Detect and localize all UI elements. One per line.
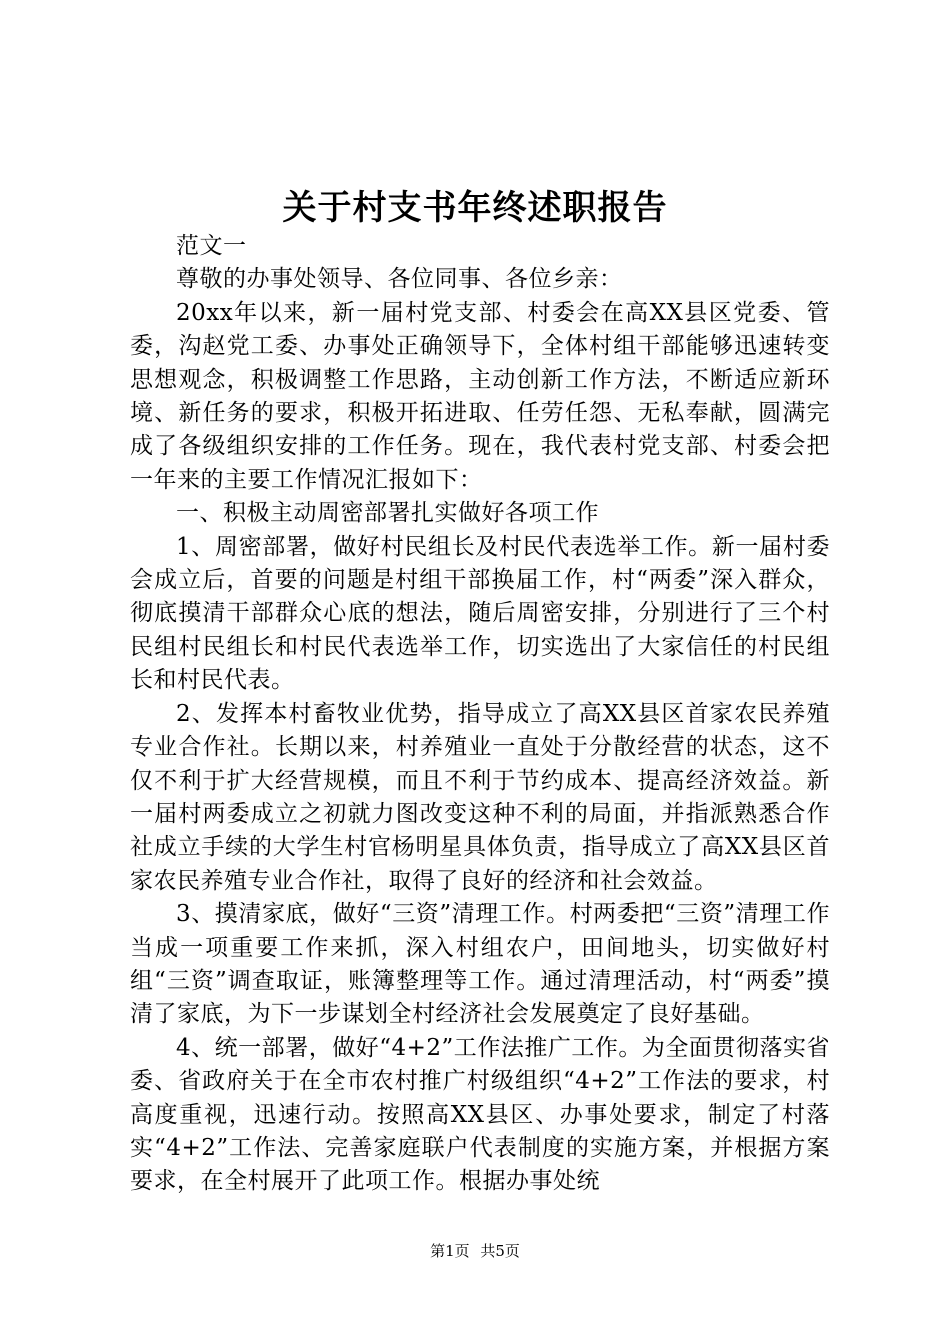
paragraph-item-3: 3、摸清家底，做好“三资”清理工作。村两委把“三资”清理工作当成一项重要工作来抓，深入村组农户，田间地头，切实做好村组“三资”调查取证，账簿整理等工作。通过清理活动，村“两委”摸清了家底，为下一步谋划全村经济社会发展奠定了良好基础。 <box>130 901 830 1028</box>
paragraph-item-1: 1、周密部署，做好村民组长及村民代表选举工作。新一届村委会成立后，首要的问题是村组干部换届工作，村“两委”深入群众，彻底摸清干部群众心底的想法，随后周密安排，分别进行了三个村民组村民组长和村民代表选举工作，切实选出了大家信任的村民组长和村民代表。 <box>130 533 830 694</box>
page-footer <box>0 1240 950 1262</box>
document-title: 关于村支书年终述职报告 <box>282 188 668 228</box>
paragraph-sample-label: 范文一 <box>176 233 247 259</box>
page-total: 共5页 <box>480 1242 520 1260</box>
document-body <box>130 230 830 1199</box>
paragraph-item-2: 2、发挥本村畜牧业优势，指导成立了高XX县区首家农民养殖专业合作社。长期以来，村养殖业一直处于分散经营的状态，这不仅不利于扩大经营规模，而且不利于节约成本、提高经济效益。新一届村两委成立之初就力图改变这种不利的局面，并指派熟悉合作社成立手续的大学生村官杨明星具体负责，指导成立了高XX县区首家农民养殖专业合作社，取得了良好的经济和社会效益。 <box>130 700 830 894</box>
paragraph-intro: 20xx年以来，新一届村党支部、村委会在高XX县区党委、管委，沟赵党工委、办事处正确领导下，全体村组干部能够迅速转变思想观念，积极调整工作思路，主动创新工作方法，不断适应新环境、新任务的要求，积极开拓进取、任劳任怨、无私奉献，圆满完成了各级组织安排的工作任务。现在，我代表村党支部、村委会把一年来的主要工作情况汇报如下： <box>130 299 830 493</box>
paragraph-item-4: 4、统一部署，做好“4+2”工作法推广工作。为全面贯彻落实省委、省政府关于在全市农村推广村级组织“4+2”工作法的要求，村高度重视，迅速行动。按照高XX县区、办事处要求，制定了村落实“4+2”工作法、完善家庭联户代表制度的实施方案，并根据方案要求，在全村展开了此项工作。根据办事处统 <box>130 1034 830 1195</box>
paragraph-section-heading: 一、积极主动周密部署扎实做好各项工作 <box>176 500 599 527</box>
page-number: 第1页 <box>430 1242 470 1260</box>
paragraph-salutation: 尊敬的办事处领导、各位同事、各位乡亲： <box>176 266 623 293</box>
